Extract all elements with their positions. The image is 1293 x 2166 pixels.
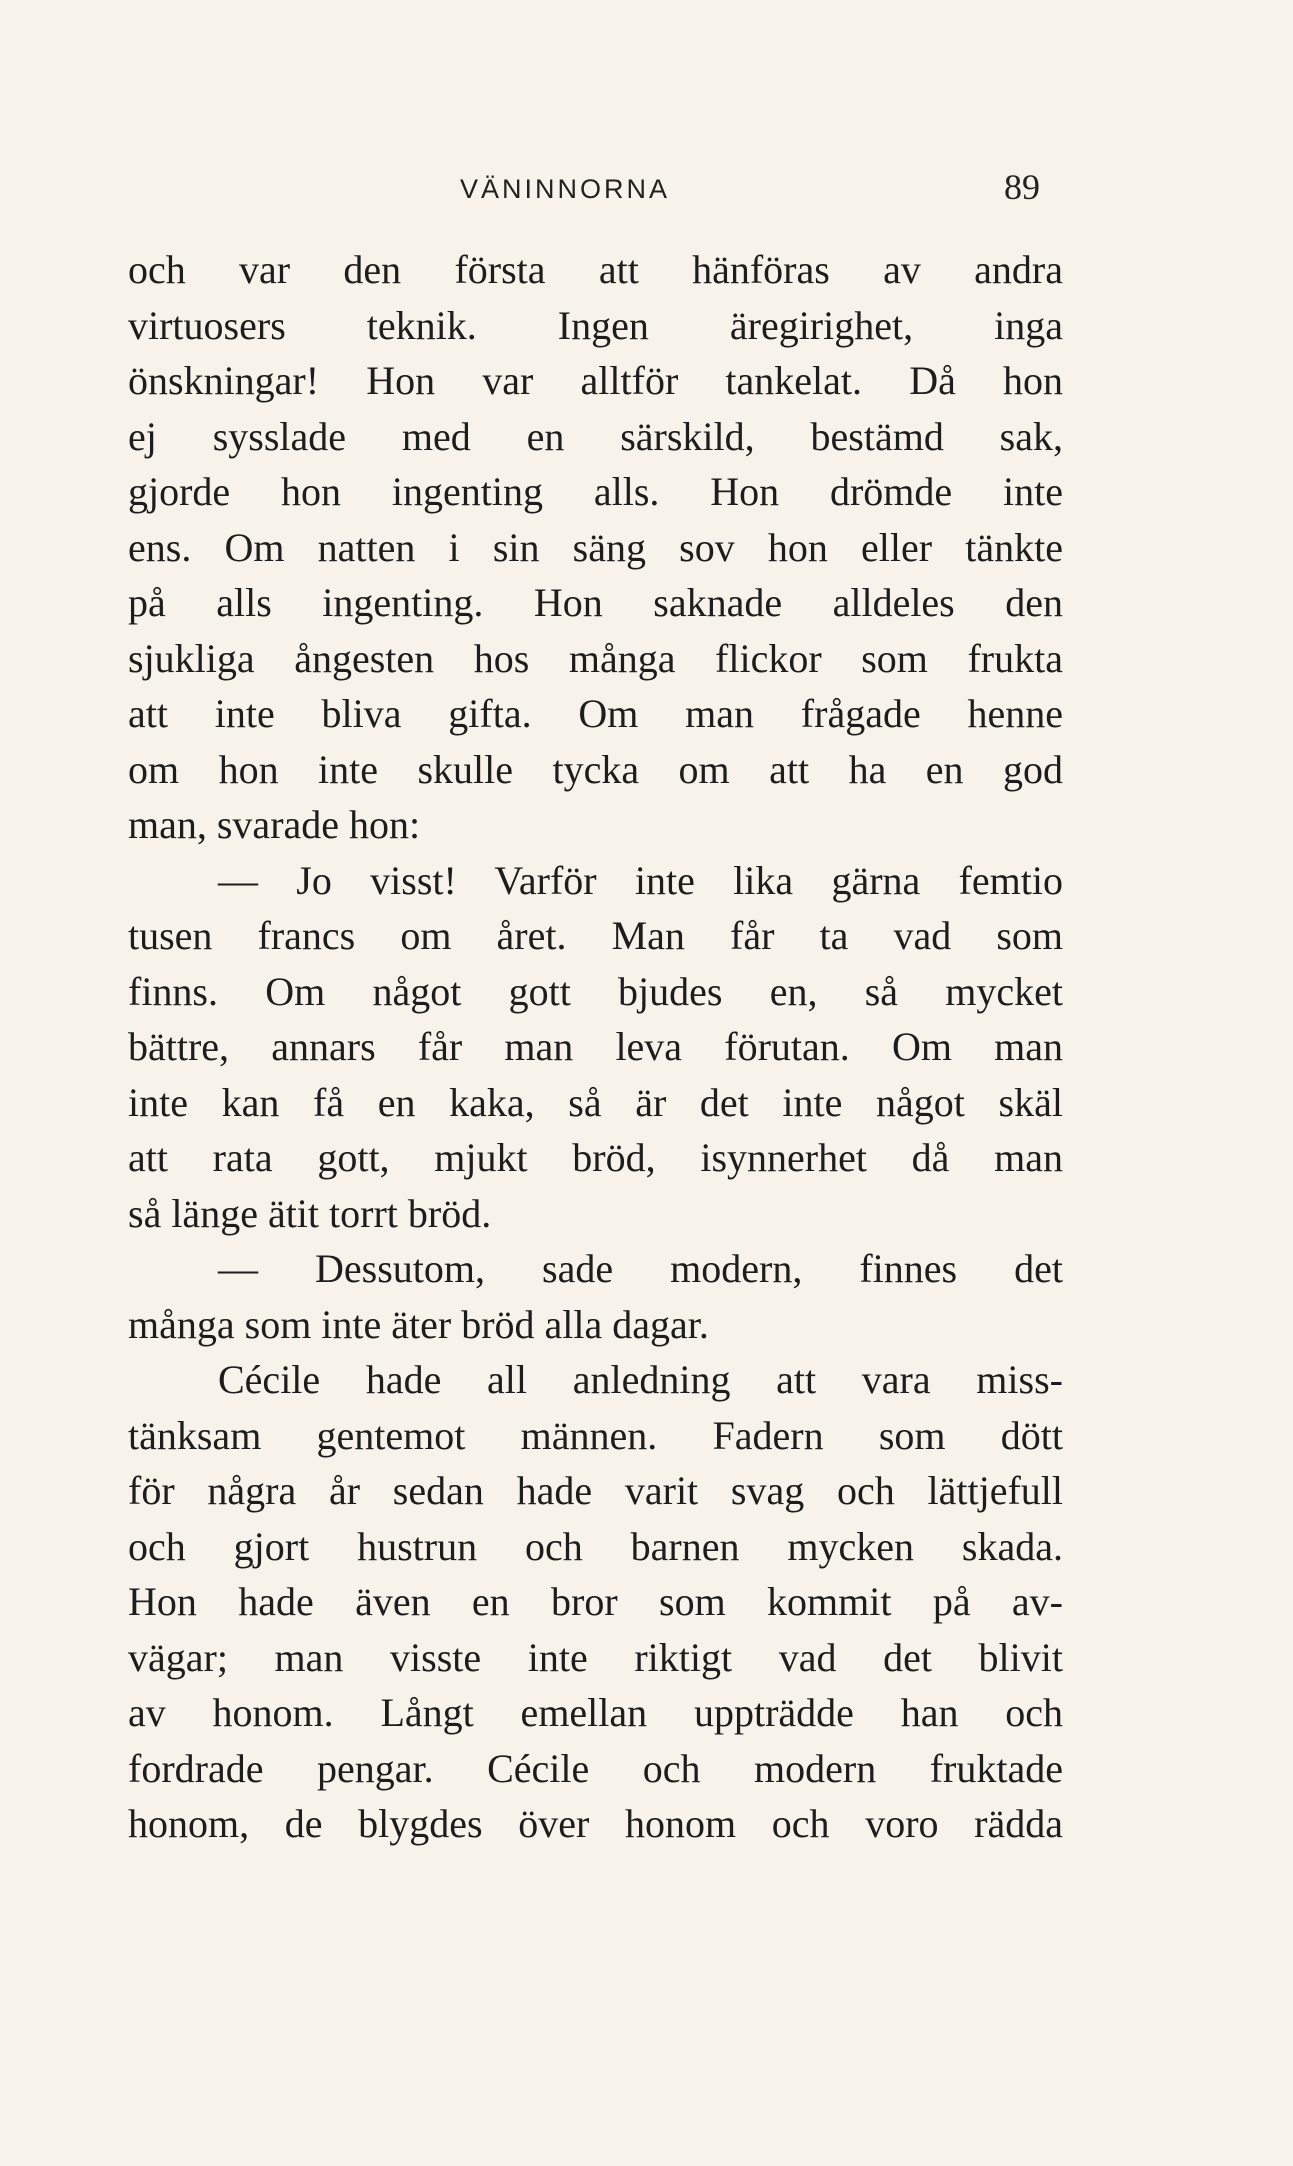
text-line: så länge ätit torrt bröd.	[128, 1190, 492, 1236]
text-line: sjukliga ångesten hos många flickor som frukta	[128, 635, 1063, 681]
text-line: ej sysslade med en särskild, bestämd sak,	[128, 413, 1063, 459]
text-line: virtuosers teknik. Ingen äregirighet, inga	[128, 302, 1063, 348]
text-line: gjorde hon ingenting alls. Hon drömde inte	[128, 469, 1063, 514]
text-line: om hon inte skulle tycka om att ha en god	[128, 746, 1063, 792]
text-line: fordrade pengar. Cécile och modern fruktade	[128, 1745, 1063, 1791]
text-line: att rata gott, mjukt bröd, isynnerhet då man	[128, 1135, 1063, 1180]
text-line: på alls ingenting. Hon saknade alldeles den	[128, 580, 1063, 625]
text-line: man, svarade hon:	[128, 802, 421, 847]
text-line: och var den första att hänföras av andra	[128, 247, 1063, 292]
text-line: Cécile hade all anledning att vara miss-	[218, 1357, 1063, 1402]
text-line: önskningar! Hon var alltför tankelat. Då hon	[128, 358, 1063, 403]
text-line: Hon hade även en bror som kommit på av-	[128, 1579, 1063, 1624]
text-line: av honom. Långt emellan uppträdde han och	[128, 1690, 1063, 1735]
body-text	[128, 242, 1063, 1852]
running-title: VÄNINNORNA	[460, 174, 671, 204]
text-line: — Dessutom, sade modern, finnes det	[218, 1246, 1063, 1291]
text-line: honom, de blygdes över honom och voro rädda	[128, 1801, 1063, 1846]
text-line: tänksam gentemot männen. Fadern som dött	[128, 1412, 1063, 1458]
text-line: tusen francs om året. Man får ta vad som	[128, 913, 1063, 958]
text-line: — Jo visst! Varför inte lika gärna femtio	[218, 857, 1063, 903]
text-line: för några år sedan hade varit svag och lättjefull	[128, 1468, 1063, 1513]
text-line: finns. Om något gott bjudes en, så mycket	[128, 968, 1063, 1014]
text-line: och gjort hustrun och barnen mycken skada.	[128, 1523, 1063, 1569]
text-line: bättre, annars får man leva förutan. Om man	[128, 1024, 1063, 1069]
page-number: 89	[1004, 167, 1040, 207]
page-header	[0, 162, 1293, 212]
text-line: inte kan få en kaka, så är det inte något skäl	[128, 1079, 1063, 1125]
text-line: vägar; man visste inte riktigt vad det blivit	[128, 1634, 1063, 1680]
text-line: att inte bliva gifta. Om man frågade henne	[128, 691, 1063, 736]
text-line: många som inte äter bröd alla dagar.	[128, 1301, 709, 1347]
text-line: ens. Om natten i sin säng sov hon eller tänkte	[128, 524, 1063, 570]
